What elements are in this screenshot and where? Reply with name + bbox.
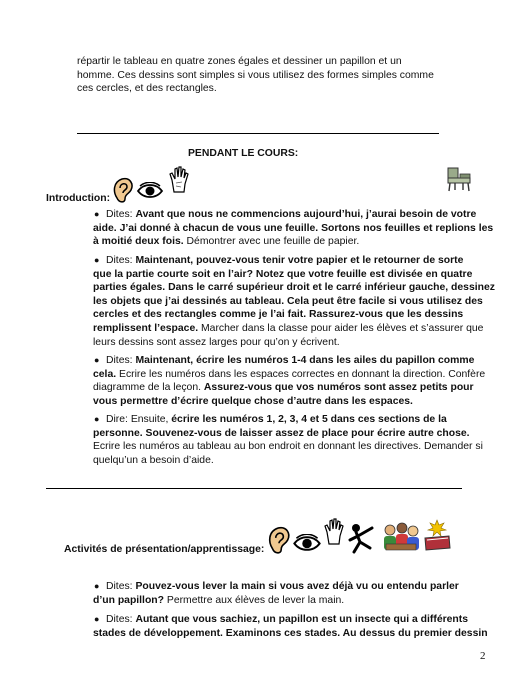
introduction-bullet-4 (93, 413, 526, 467)
bullet-line: personne. Souvenez-vous de laisser assez de place pour écrire autre chose. (93, 427, 470, 439)
bullet-line: à moitié deux fois. Démontrer avec une feuille de papier. (93, 236, 360, 248)
page-number: 2 (480, 650, 486, 662)
bullet-line: Ecrire les numéros au tableau au bon endroit en donnant les directives. Demander si (93, 441, 483, 453)
bullet-line: Dire: Ensuite, écrire les numéros 1, 2, 3, 4 et 5 dans ces sections de la (106, 414, 447, 425)
bullet-line: d’un papillon? Permettre aux élèves de lever la main. (93, 594, 345, 606)
bullet-line: Dites: Maintenant, pouvez-vous tenir votre papier et le retourner de sorte (106, 255, 464, 266)
bullet-line: stades de développement. Examinons ces stades. Au dessus du premier dessin (93, 627, 488, 639)
introduction-bullet-1 (93, 208, 526, 249)
bullet-marker: ● (94, 414, 100, 424)
bullet-line: diagramme de la leçon. Assurez-vous que vos numéros sont assez petits pour (93, 382, 474, 394)
bullet-line: Dites: Maintenant, écrire les numéros 1-4 dans les ailes du papillon comme (106, 355, 475, 366)
intro-line: ces cercles, et des rectangles. (77, 83, 217, 95)
eye-icon (136, 182, 164, 200)
activities-label: Activités de présentation/apprentissage: (64, 544, 265, 555)
introduction-bullet-3 (93, 354, 526, 408)
bullet-line: vous permettre d’écrire quelque chose d’autre dans les espaces. (93, 395, 413, 407)
activities-bullet-1 (93, 580, 526, 607)
divider (46, 488, 462, 489)
stretching-person-icon (346, 522, 378, 554)
intro-line: homme. Ces dessins sont simples si vous utilisez des formes simples comme (77, 69, 434, 81)
intro-paragraph (77, 55, 477, 96)
book-icon (422, 518, 452, 552)
hand-icon (167, 165, 191, 193)
bullet-line: que la partie courte soit en l’air? Notez que votre feuille est divisée en quatre (93, 268, 473, 280)
bullet-marker: ● (94, 614, 100, 624)
ear-icon (266, 524, 292, 556)
intro-line: répartir le tableau en quatre zones égales et dessiner un papillon et un (77, 56, 402, 67)
bullet-line: aide. J’ai donné à chacun de vous une feuille. Sortons nos feuilles et replions les (93, 222, 494, 234)
bullet-line: remplissent l’espace. Marcher dans la classe pour aider les élèves et s’assurer que (93, 322, 484, 334)
hand-icon (322, 517, 346, 545)
bullet-line: parties égales. Dans le carré supérieur droit et le carré inférieur gauche, dessinez (93, 282, 495, 294)
bullet-marker: ● (94, 581, 100, 591)
group-people-icon (380, 522, 422, 554)
bullet-line: cela. Ecrire les numéros dans les espaces correctes en donnant la direction. Confère (93, 368, 486, 380)
bullet-line: Dites: Autant que vous sachiez, un papillon est un insecte qui a différents (106, 614, 469, 625)
divider (77, 133, 439, 134)
bullet-marker: ● (94, 255, 100, 265)
section-title: PENDANT LE COURS: (188, 148, 299, 159)
ear-icon (111, 176, 135, 204)
bullet-line: Dites: Avant que nous ne commencions aujourd’hui, j’aurai besoin de votre (106, 209, 477, 220)
eye-icon (292, 534, 322, 553)
bullet-line: cercles et des rectangles comme je l’ai fait. Rassurez-vous que les dessins (93, 309, 464, 321)
bullet-line: leurs dessins sont assez larges pour qu’on y écrivent. (93, 336, 340, 348)
bullet-line: les objets que j’ai dessinés au tableau. Cela peut être facile si vous utilisez des (93, 295, 483, 307)
bullet-marker: ● (94, 209, 100, 219)
bullet-line: quelqu’un a besoin d’aide. (93, 454, 214, 466)
introduction-bullet-2 (93, 254, 526, 349)
bullet-line: Dites: Pouvez-vous lever la main si vous avez déjà vu ou entendu parler (106, 581, 459, 592)
introduction-label: Introduction: (46, 193, 111, 204)
chair-icon (444, 166, 474, 192)
activities-bullet-2 (93, 613, 526, 640)
bullet-marker: ● (94, 355, 100, 365)
